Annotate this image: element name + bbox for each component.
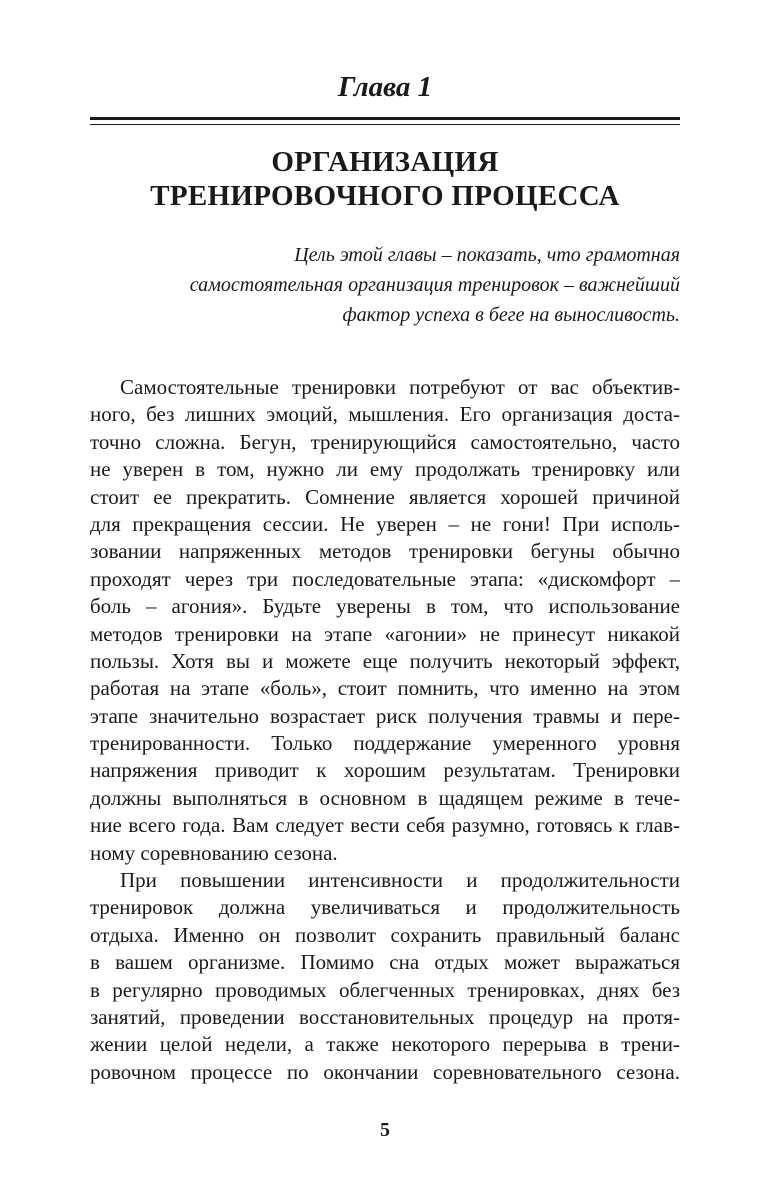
text-line: Самостоятельные тренировки потребуют от вас объектив- bbox=[120, 375, 680, 399]
paragraph-1 bbox=[90, 374, 680, 867]
text-line: боль – агония». Будьте уверены в том, что использование bbox=[90, 594, 680, 619]
text-line: точно сложна. Бегун, тренирующийся самостоятельно, часто bbox=[90, 429, 680, 454]
chapter-title-line: ТРЕНИРОВОЧНОГО ПРОЦЕССА bbox=[150, 180, 620, 212]
epigraph-line: самостоятельная организация тренировок – важнейший bbox=[189, 274, 680, 296]
page-number: 5 bbox=[380, 1119, 390, 1141]
text-line: ние всего года. Вам следует вести себя разумно, готовясь к глав- bbox=[90, 813, 680, 838]
chapter-rule-thin bbox=[90, 124, 680, 125]
epigraph bbox=[150, 240, 680, 330]
chapter-title-line: ОРГАНИЗАЦИЯ bbox=[271, 146, 499, 178]
text-line: проходят через три последовательные этапа: «дискомфорт – bbox=[90, 566, 680, 591]
text-line: зовании напряженных методов тренировки бегуны обычно bbox=[90, 539, 680, 564]
chapter-rule-thick bbox=[90, 117, 680, 120]
epigraph-line: Цель этой главы – показать, что грамотная bbox=[294, 244, 680, 266]
text-line: в регулярно проводимых облегченных тренировках, днях без bbox=[90, 977, 680, 1002]
chapter-label: Глава 1 bbox=[337, 71, 433, 103]
text-line: в вашем организме. Помимо сна отдых может выражаться bbox=[90, 950, 680, 975]
text-line: пользы. Хотя вы и можете еще получить некоторый эффект, bbox=[90, 648, 680, 673]
text-line: При повышении интенсивности и продолжительности bbox=[120, 868, 680, 893]
paragraph-2 bbox=[90, 867, 680, 1086]
epigraph-line: фактор успеха в беге на выносливость. bbox=[342, 304, 680, 326]
text-line: методов тренировки на этапе «агонии» не принесут никакой bbox=[90, 621, 680, 646]
chapter-title bbox=[90, 145, 680, 213]
text-line: этапе значительно возрастает риск получения травмы и пере- bbox=[90, 703, 680, 728]
text-line: ровочном процессе по окончании соревновательного сезона. bbox=[90, 1059, 680, 1084]
text-line: занятий, проведении восстановительных процедур на протя- bbox=[90, 1004, 680, 1029]
text-line: работая на этапе «боль», стоит помнить, что именно на этом bbox=[90, 676, 680, 701]
text-line: ного, без лишних эмоций, мышления. Его организация доста- bbox=[90, 402, 680, 427]
text-line: должны выполняться в основном в щадящем режиме в тече- bbox=[90, 785, 680, 810]
text-line: напряжения приводит к хорошим результатам. Тренировки bbox=[90, 758, 680, 783]
text-line: ному соревнованию сезона. bbox=[90, 840, 338, 865]
text-line: жении целой недели, а также некоторого перерыва в трени- bbox=[90, 1032, 680, 1057]
text-line: для прекращения сессии. Не уверен – не гони! При исполь- bbox=[90, 511, 680, 536]
text-line: отдыха. Именно он позволит сохранить правильный баланс bbox=[90, 922, 680, 947]
text-line: тренировок должна увеличиваться и продолжительность bbox=[90, 895, 680, 920]
text-line: тренированности. Только поддержание умеренного уровня bbox=[90, 731, 680, 756]
body-text bbox=[90, 374, 680, 1086]
text-line: стоит ее прекратить. Сомнение является хорошей причиной bbox=[90, 484, 680, 509]
text-line: не уверен в том, нужно ли ему продолжать тренировку или bbox=[90, 457, 680, 482]
